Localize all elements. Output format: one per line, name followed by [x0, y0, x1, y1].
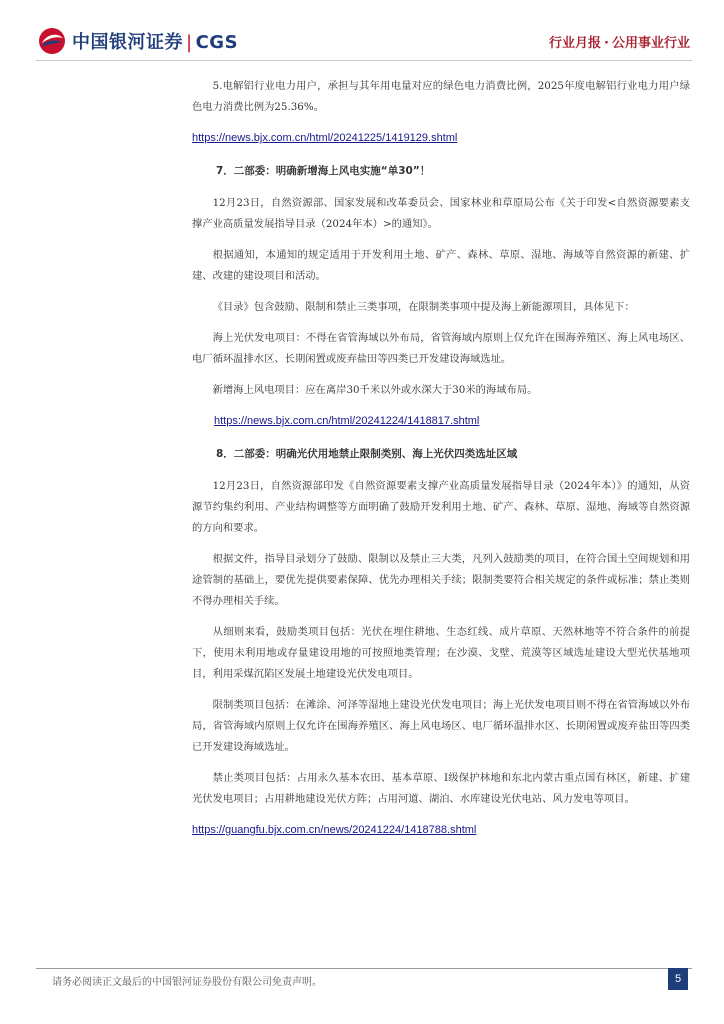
report-tag-dot: · — [604, 36, 609, 51]
paragraph: 12月23日，自然资源部印发《自然资源要素支撑产业高质量发展指导目录（2024年本）》的通知，从资源节约集约利用、产业结构调整等方面明确了鼓励开发利用土地、矿产、森林、草原、湿地、海域等自然资源的方向和要求。 — [192, 480, 690, 534]
paragraph: 禁止类项目包括：占用永久基本农田、基本草原、Ⅰ级保护林地和东北内蒙古重点国有林区，新建、扩建光伏发电项目；占用耕地建设光伏方阵；占用河道、湖泊、水库建设光伏电站、风力发电等项目。 — [192, 772, 690, 805]
logo-separator: | — [186, 32, 193, 53]
company-logo-text — [72, 28, 238, 54]
paragraph: 从细则来看，鼓励类项目包括：光伏在埋住耕地、生态红线、成片草原、天然林地等不符合条件的前提下，使用未利用地或存量建设用地的可按照地类管理；在沙漠、戈壁、荒漠等区域选址建设大型光伏基地项目，利用采煤沉陷区发展土地建设光伏发电项目。 — [192, 626, 690, 680]
paragraph: 5.电解铝行业电力用户，承担与其年用电量对应的绿色电力消费比例，2025年度电解铝行业电力用户绿色电力消费比例为25.36%。 — [192, 80, 690, 113]
source-link-paragraph — [192, 128, 690, 149]
page-header — [0, 0, 724, 60]
paragraph: 根据文件，指导目录划分了鼓励、限制以及禁止三大类，凡列入鼓励类的项目，在符合国土空间规划和用途管制的基础上，要优先提供要素保障、优先办理相关手续；限制类要符合相关规定的条件或标准；禁止类则不得办理相关手续。 — [192, 553, 690, 607]
source-link[interactable]: https://news.bjx.com.cn/html/20241225/1419129.shtml — [192, 132, 458, 144]
article-body — [192, 76, 690, 853]
section-heading: 7．二部委：明确新增海上风电实施“单30”！ — [216, 165, 431, 177]
source-link-paragraph — [192, 411, 690, 432]
header-divider — [36, 60, 692, 61]
footer-disclaimer: 请务必阅读正文最后的中国银河证券股份有限公司免责声明。 — [52, 977, 322, 988]
paragraph: 根据通知，本通知的规定适用于开发利用土地、矿产、森林、草原、湿地、海域等自然资源的新建、扩建、改建的建设项目和活动。 — [192, 249, 690, 282]
paragraph: 《目录》包含鼓励、限制和禁止三类事项，在限制类事项中提及海上新能源项目，具体见下： — [212, 301, 635, 313]
report-category — [549, 32, 690, 51]
footer-divider — [36, 968, 692, 969]
source-link-paragraph — [192, 820, 690, 841]
page-number: 5 — [668, 968, 688, 990]
paragraph: 新增海上风电项目：应在离岸30千米以外或水深大于30米的海域布局。 — [212, 384, 538, 396]
source-link[interactable]: https://news.bjx.com.cn/html/20241224/1418817.shtml — [214, 415, 480, 427]
source-link[interactable]: https://guangfu.bjx.com.cn/news/20241224/1418788.shtml — [192, 824, 477, 836]
galaxy-logo-icon — [38, 27, 66, 55]
paragraph: 12月23日，自然资源部、国家发展和改革委员会、国家林业和草原局公布《关于印发<自然资源要素支撑产业高质量发展指导目录（2024年本）>的通知》。 — [192, 197, 690, 230]
paragraph: 海上光伏发电项目：不得在省管海域以外布局，省管海域内原则上仅允许在围海养殖区、海上风电场区、电厂循环温排水区、长期闲置或废弃盐田等四类已开发建设海域选址。 — [192, 332, 690, 365]
section-heading: 8．二部委：明确光伏用地禁止限制类别、海上光伏四类选址区域 — [216, 448, 518, 460]
industry-name: 公用事业行业 — [611, 36, 690, 51]
paragraph: 限制类项目包括：在滩涂、河泽等湿地上建设光伏发电项目；海上光伏发电项目则不得在省管海域以外布局，省管海域内原则上仅允许在围海养殖区、海上风电场区、电厂循环温排水区、长期闲置或废弃盐田等四类已开发建设海域选址。 — [192, 699, 690, 753]
company-name-cn: 中国银河证券 — [72, 32, 183, 53]
company-name-en: CGS — [195, 32, 239, 53]
report-type: 行业月报 — [549, 36, 602, 51]
